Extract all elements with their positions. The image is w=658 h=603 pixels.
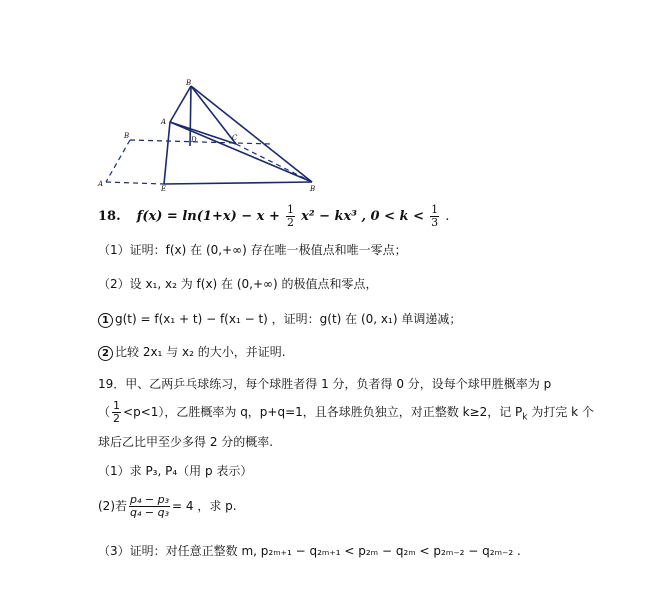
q19-line1: 19．甲、乙两乒乓球练习，每个球胜者得 1 分，负者得 0 分，设每个球甲胜概率为 p — [98, 377, 552, 391]
label-B: B — [186, 79, 192, 87]
q19-line2-end: 为打完 k 个 — [527, 405, 594, 419]
q18-claim2 — [98, 344, 286, 361]
q18-frac-half: $\frac{1}{2}$ — [287, 203, 294, 229]
label-Bl: B — [124, 132, 130, 140]
label-Bp: B — [310, 185, 316, 193]
q19-line2-text: <p<1），乙胜概率为 q，p+q=1，且各球胜负独立，对正整数 k≥2，记 P — [123, 405, 523, 419]
q19-line2 — [98, 400, 594, 425]
q19-part2 — [98, 494, 237, 519]
q18-claim1-text: g(t) = f(x₁ + t) − f(x₁ − t) ，证明：g(t) 在 (0, x₁) 单调递减； — [115, 312, 462, 326]
label-E: E — [161, 185, 167, 193]
edge-BC — [191, 86, 236, 144]
label-C: C — [232, 134, 238, 142]
edge-AK — [164, 122, 170, 184]
dash-left — [106, 140, 130, 182]
q19-frac-half: $\frac{1}{2}$ — [113, 399, 121, 425]
label-A: A — [161, 118, 167, 126]
q18-part1: （1）证明：f(x) 在 (0,+∞) 存在唯一极值点和唯一零点； — [98, 243, 407, 257]
edge-KE — [164, 182, 312, 184]
q19-part2-suffix: = 4 ，求 p. — [172, 499, 237, 513]
dash-bottom — [106, 182, 164, 184]
q18-function: f(x) = ln(1+x) − x + — [136, 209, 280, 224]
q18-number: 18. — [98, 209, 121, 224]
q18-mid: x² − kx³ , 0 < k < — [301, 209, 424, 224]
q18-claim1 — [98, 311, 461, 328]
edge-BE — [191, 86, 312, 182]
q19-line3: 球后乙比甲至少多得 2 分的概率. — [98, 435, 274, 449]
q18-claim2-text: 比较 2x₁ 与 x₂ 的大小，并证明. — [115, 345, 286, 359]
label-D: D — [191, 136, 197, 144]
edge-BA — [170, 86, 191, 122]
edge-AC — [170, 122, 236, 144]
dash-top — [130, 140, 272, 144]
q19-paren: （ — [98, 405, 111, 419]
q19-part2-prefix: (2)若 — [98, 499, 127, 513]
circled-2: 2 — [98, 346, 113, 361]
q19-part2-frac: $\frac{\text{p₄ − p₃}}{\text{q₄ − q₃}}$ — [130, 493, 169, 519]
label-Ap: A — [98, 180, 104, 188]
q18-end: . — [445, 209, 450, 224]
edge-AE — [170, 122, 312, 182]
q18-part2: （2）设 x₁, x₂ 为 f(x) 在 (0,+∞) 的极值点和零点， — [98, 277, 378, 291]
q19-part3: （3）证明：对任意正整数 m, p₂ₘ₊₁ − q₂ₘ₊₁ < p₂ₘ − q₂ₘ < p₂ₘ₋₂ − q₂ₘ₋₂ . — [98, 544, 521, 558]
q18-stem — [98, 204, 449, 229]
circled-1: 1 — [98, 313, 113, 328]
q19-part1: （1）求 P₃, P₄（用 p 表示） — [98, 464, 253, 478]
q19-pk-sub: k — [522, 412, 528, 423]
geometry-figure — [96, 78, 326, 193]
dash-ce — [236, 144, 312, 182]
q18-frac-third: $\frac{1}{3}$ — [431, 203, 439, 229]
